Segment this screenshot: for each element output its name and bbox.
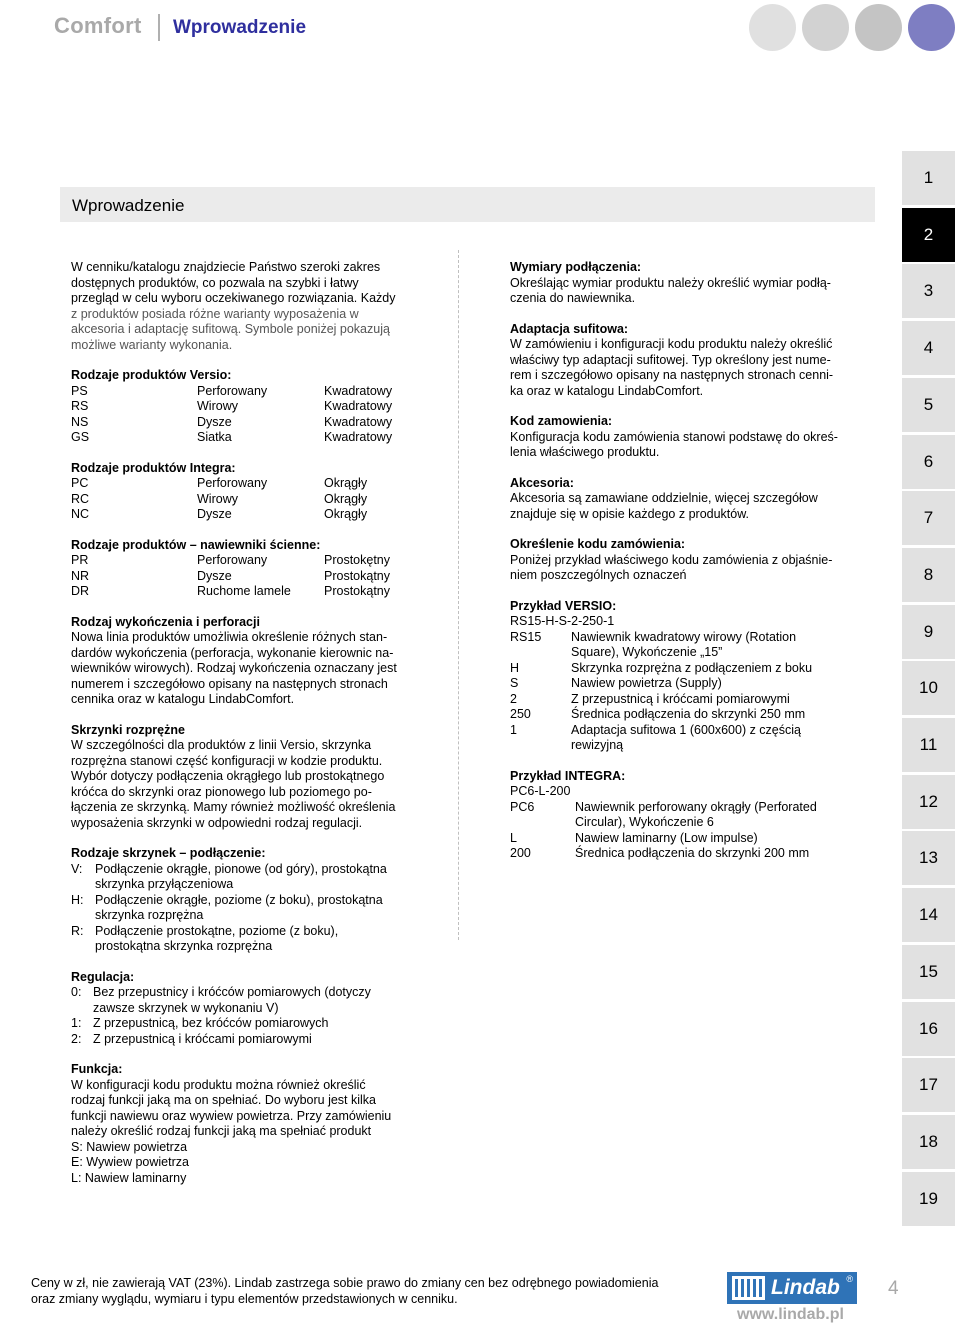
right-column	[510, 260, 880, 862]
product-shape: Kwadratowy	[324, 414, 393, 429]
wall-heading: Rodzaje produktów – nawiewniki ścienne:	[71, 537, 321, 552]
product-type: Perforowany	[197, 476, 268, 490]
intro-line: możliwe warianty wykonania.	[71, 337, 233, 352]
product-code: GS	[71, 430, 90, 444]
list-value: Średnica podłączenia do skrzynki 250 mm	[571, 707, 806, 721]
list-key: 250	[510, 707, 531, 721]
tab-chapter-11[interactable]: 11	[902, 718, 955, 772]
text-line: numerem i szczegółowo opisany na następnych stronach	[71, 676, 388, 691]
list-item	[510, 707, 880, 723]
tab-chapter-19[interactable]: 19	[902, 1172, 955, 1226]
tab-chapter-1[interactable]: 1	[902, 151, 955, 205]
product-type: Ruchome lamele	[197, 584, 291, 598]
versio-table	[71, 384, 451, 446]
text-line: Nowa linia produktów umożliwia określenie różnych stan-	[71, 630, 388, 644]
text-line: lenia właściwego produktu.	[510, 445, 660, 459]
website-link[interactable]: www.lindab.pl	[737, 1306, 844, 1323]
boxes-heading: Skrzynki rozprężne	[71, 722, 185, 737]
example-integra-list	[510, 800, 880, 862]
list-value: Skrzynka rozprężna z podłączeniem z boku	[571, 660, 813, 675]
product-type: Siatka	[197, 430, 232, 444]
text-line: Poniżej przykład właściwego kodu zamówienia z objaśnie-	[510, 552, 833, 567]
boxes-text	[71, 738, 451, 831]
list-key: 200	[510, 846, 531, 860]
product-row	[71, 569, 451, 585]
product-shape: Prostokętny	[324, 553, 391, 567]
list-value: Z przepustnicą, bez króćców pomiarowych	[93, 1016, 329, 1030]
list-value: Bez przepustnicy i króćców pomiarowych (dotyczy	[93, 985, 371, 999]
page-number: 4	[888, 1278, 899, 1299]
tab-chapter-8[interactable]: 8	[902, 548, 955, 602]
list-value: Podłączenie okrągłe, pionowe (od góry), prostokątna	[95, 861, 387, 876]
wall-table	[71, 553, 451, 600]
product-type: Dysze	[197, 507, 232, 521]
list-item	[71, 924, 451, 955]
product-row	[71, 384, 451, 400]
example-versio-code: RS15-H-S-2-250-1	[510, 614, 615, 628]
product-shape: Kwadratowy	[324, 430, 393, 444]
text-line: rem i szczegółowo opisany na następnych stronach cenni-	[510, 368, 834, 382]
text-line: Akcesoria są zamawiane oddzielnie, więcej szczegółow	[510, 491, 818, 505]
product-type: Dysze	[197, 568, 232, 583]
tab-chapter-13[interactable]: 13	[902, 831, 955, 885]
left-column	[71, 260, 451, 1186]
product-row	[71, 492, 451, 508]
header-circle-3	[855, 4, 902, 51]
list-item	[510, 846, 880, 862]
tab-chapter-15[interactable]: 15	[902, 945, 955, 999]
logo-text: Lindab	[771, 1276, 840, 1299]
text-line: znajduje się w opisie każdego z produktów.	[510, 506, 750, 521]
list-item	[71, 862, 451, 893]
product-row	[71, 507, 451, 523]
product-type: Perforowany	[197, 553, 268, 567]
text-line: Konfiguracja kodu zamówienia stanowi podstawę do okreś-	[510, 429, 838, 444]
tab-chapter-5[interactable]: 5	[902, 378, 955, 432]
adapt-text	[510, 337, 880, 399]
tab-chapter-3[interactable]: 3	[902, 264, 955, 318]
product-row	[71, 399, 451, 415]
product-code: DR	[71, 584, 90, 598]
text-line: W konfiguracji kodu produktu można również określić	[71, 1077, 366, 1092]
intro-line: akcesoria i adaptację sufitową. Symbole poniżej pokazują	[71, 322, 390, 336]
intro-line: przegląd w celu wyboru oczekiwanego rozwiązania. Każdy	[71, 291, 396, 305]
text-line: W szczególności dla produktów z linii Versio, skrzynka	[71, 738, 372, 752]
function-text	[71, 1078, 451, 1140]
list-value: Adaptacja sufitowa 1 (600x600) z częścią	[571, 722, 801, 737]
header-divider	[158, 14, 160, 41]
text-line: Określając wymiar produktu należy określić wymiar podłą-	[510, 275, 831, 290]
brand-title: Comfort	[54, 13, 142, 38]
product-type: Dysze	[197, 414, 232, 429]
list-key: PC6	[510, 799, 535, 814]
product-code: PS	[71, 383, 88, 398]
tab-chapter-14[interactable]: 14	[902, 888, 955, 942]
list-key: 0:	[71, 985, 82, 999]
list-key: H:	[71, 892, 84, 907]
list-value: Nawiewnik kwadratowy wirowy (Rotation	[571, 629, 797, 644]
product-code: NR	[71, 568, 90, 583]
text-line: cennika oraz w katalogu LindabComfort.	[71, 692, 295, 706]
product-code: NS	[71, 414, 89, 429]
list-key: 1:	[71, 1016, 82, 1030]
list-value-cont: prostokątna skrzynka rozprężna	[95, 939, 273, 953]
list-item	[510, 723, 880, 754]
adapt-heading: Adaptacja sufitowa:	[510, 321, 629, 336]
list-value-cont: skrzynka przyłączeniowa	[95, 877, 234, 891]
text-line: łączenia ze skrzynką. Mamy również możliwość określenia	[71, 800, 396, 814]
list-value: Podłączenie okrągłe, poziome (z boku), prostokątna	[95, 892, 383, 907]
logo-mark-icon	[732, 1276, 765, 1300]
tab-chapter-2[interactable]: 2	[902, 208, 955, 262]
footer-note-line: oraz zmiany wyglądu, wymiaru i typu elementów przedstawionych w cenniku.	[31, 1292, 458, 1306]
text-line: wiewników wirowych). Rodzaj wykończenia oznaczany jest	[71, 661, 397, 675]
logo-registered: ®	[846, 1274, 853, 1284]
list-item	[510, 661, 880, 677]
intro-line: dostępnych produktów, co pozwala na szybki i łatwy	[71, 275, 359, 290]
list-value-cont: Square), Wykończenie „15”	[571, 645, 723, 659]
product-type: Wirowy	[197, 491, 238, 506]
integra-heading: Rodzaje produktów Integra:	[71, 460, 236, 475]
product-row	[71, 553, 451, 569]
integra-table	[71, 476, 451, 523]
example-integra-heading: Przykład INTEGRA:	[510, 768, 626, 783]
function-heading: Funkcja:	[71, 1062, 123, 1076]
list-item	[71, 1016, 451, 1032]
text-line: S: Nawiew powietrza	[71, 1139, 188, 1154]
list-value: Nawiewnik perforowany okrągły (Perforated	[575, 799, 817, 814]
text-line: króćca do skrzynki oraz pionowego lub poziomego po-	[71, 784, 372, 799]
list-value: Nawiew powietrza (Supply)	[571, 676, 722, 690]
product-shape: Okrągły	[324, 507, 368, 521]
versio-heading: Rodzaje produktów Versio:	[71, 368, 232, 382]
lindab-logo[interactable]	[727, 1272, 857, 1304]
regulation-list	[71, 985, 451, 1047]
order-text	[510, 430, 880, 461]
list-key: R:	[71, 923, 84, 938]
product-code: PR	[71, 553, 89, 567]
product-code: RS	[71, 399, 89, 413]
list-value: Nawiew laminarny (Low impulse)	[575, 830, 758, 845]
product-code: RC	[71, 491, 90, 506]
product-code: PC	[71, 476, 89, 490]
section-title: Wprowadzenie	[72, 196, 185, 215]
function-list	[71, 1140, 451, 1187]
list-key: 2	[510, 691, 517, 706]
order-code-heading: Określenie kodu zamówienia:	[510, 537, 686, 551]
text-line: wyposażenia skrzynki w odpowiedni rodzaj regulacji.	[71, 815, 363, 830]
list-value-cont: skrzynka rozprężna	[95, 908, 204, 922]
product-row	[71, 415, 451, 431]
text-line: czenia do nawiewnika.	[510, 291, 636, 305]
product-shape: Prostokątny	[324, 568, 391, 583]
example-versio-list	[510, 630, 880, 754]
tab-chapter-17[interactable]: 17	[902, 1058, 955, 1112]
tab-chapter-12[interactable]: 12	[902, 775, 955, 829]
example-versio-heading: Przykład VERSIO:	[510, 598, 617, 613]
tab-chapter-10[interactable]: 10	[902, 661, 955, 715]
list-value-cont: Circular), Wykończenie 6	[575, 815, 714, 829]
product-type: Perforowany	[197, 383, 268, 398]
text-line: rodzaj funkcji jaką ma on spełniać. Do wyboru jest kilka	[71, 1093, 376, 1107]
order-heading: Kod zamowienia:	[510, 414, 613, 428]
header-circle-1	[749, 4, 796, 51]
text-line: L: Nawiew laminarny	[71, 1170, 187, 1185]
accessories-heading: Akcesoria:	[510, 475, 574, 490]
product-row	[71, 476, 451, 492]
header-circle-4	[908, 4, 955, 51]
text-line: dardów wykończenia (perforacja, wykonanie kierownic na-	[71, 645, 394, 660]
tab-chapter-16[interactable]: 16	[902, 1002, 955, 1056]
list-item	[71, 893, 451, 924]
list-item	[510, 831, 880, 847]
product-row	[71, 430, 451, 446]
product-shape: Okrągły	[324, 491, 368, 506]
product-shape: Kwadratowy	[324, 383, 393, 398]
connection-list	[71, 862, 451, 955]
footer-note	[31, 1275, 658, 1307]
list-value: Z przepustnicą i króćcami pomiarowymi	[571, 691, 790, 706]
list-value: Z przepustnicą i króćcami pomiarowymi	[93, 1031, 312, 1046]
list-key: 2:	[71, 1031, 82, 1046]
intro-line: z produktów posiada różne warianty wyposażenia w	[71, 306, 359, 321]
tab-chapter-6[interactable]: 6	[902, 435, 955, 489]
connection-heading: Rodzaje skrzynek – podłączenie:	[71, 846, 266, 860]
list-item	[510, 676, 880, 692]
list-value-cont: zawsze skrzynek w wykonaniu V)	[93, 1000, 279, 1015]
intro-line: W cenniku/katalogu znajdziecie Państwo szeroki zakres	[71, 260, 381, 274]
order-code-text	[510, 553, 880, 584]
tab-chapter-18[interactable]: 18	[902, 1115, 955, 1169]
product-shape: Kwadratowy	[324, 399, 393, 413]
regulation-heading: Regulacja:	[71, 969, 135, 984]
text-line: należy określić rodzaj funkcji jaką ma spełniać produkt	[71, 1124, 372, 1138]
column-divider	[458, 250, 459, 940]
header-circle-2	[802, 4, 849, 51]
list-key: L	[510, 830, 517, 845]
list-key: RS15	[510, 629, 542, 644]
header-section-title: Wprowadzenie	[173, 17, 307, 38]
example-integra-code: PC6-L-200	[510, 784, 571, 798]
list-item	[71, 985, 451, 1016]
text-line: W zamówieniu i konfiguracji kodu produktu należy określić	[510, 337, 833, 351]
dims-text	[510, 276, 880, 307]
product-code: NC	[71, 507, 90, 521]
dims-heading: Wymiary podłączenia:	[510, 260, 642, 274]
product-shape: Prostokątny	[324, 584, 391, 598]
list-item	[510, 692, 880, 708]
tab-chapter-9[interactable]: 9	[902, 605, 955, 659]
list-item	[71, 1032, 451, 1048]
text-line: Wybór dotyczy podłączenia okrągłego lub prostokątnego	[71, 769, 385, 783]
product-row	[71, 584, 451, 600]
tab-chapter-7[interactable]: 7	[902, 491, 955, 545]
product-shape: Okrągły	[324, 476, 368, 490]
product-type: Wirowy	[197, 399, 238, 413]
list-value: Średnica podłączenia do skrzynki 200 mm	[575, 846, 810, 860]
list-key: 1	[510, 722, 517, 737]
intro-text	[71, 260, 451, 353]
list-value-cont: rewizyjną	[571, 738, 624, 752]
list-key: S	[510, 676, 519, 690]
accessories-text	[510, 491, 880, 522]
list-key: H	[510, 660, 520, 675]
text-line: niem poszczególnych oznaczeń	[510, 568, 687, 582]
footer-note-line: Ceny w zł, nie zawierają VAT (23%). Lindab zastrzega sobie prawo do zmiany cen bez odrębnego powiadomienia	[31, 1276, 659, 1290]
list-item	[510, 630, 880, 661]
list-key: V:	[71, 861, 83, 876]
finish-heading: Rodzaj wykończenia i perforacji	[71, 614, 260, 629]
finish-text	[71, 630, 451, 708]
text-line: ka oraz w katalogu LindabComfort.	[510, 383, 704, 398]
tab-chapter-4[interactable]: 4	[902, 321, 955, 375]
text-line: E: Wywiew powietrza	[71, 1155, 189, 1169]
text-line: funkcji nawiewu oraz wywiew powietrza. Przy zamówieniu	[71, 1108, 392, 1123]
text-line: rozprężna stanowi część konfiguracji w kodzie produktu.	[71, 753, 383, 768]
text-line: właściwy typ adaptacji sufitowej. Typ określony jest nume-	[510, 352, 831, 367]
list-item	[510, 800, 880, 831]
list-value: Podłączenie prostokątne, poziome (z boku),	[95, 923, 339, 938]
